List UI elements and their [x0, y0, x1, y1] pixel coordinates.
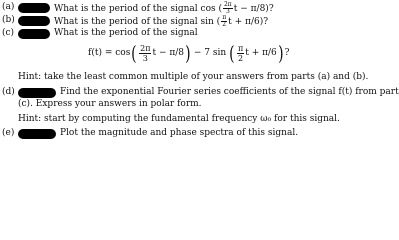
redaction-mark: [18, 88, 56, 98]
eq-term-1: t − π/8: [152, 48, 185, 58]
eq-paren-close: ): [277, 41, 284, 65]
frac-num: π: [237, 43, 244, 53]
item-b-fraction: [221, 15, 227, 28]
redaction-mark: [18, 29, 50, 39]
item-d-continuation: (c). Express your answers in polar form.: [18, 99, 202, 109]
eq-fraction-1: [139, 44, 151, 63]
item-e-label: (e): [2, 128, 15, 138]
item-a-post: t − π/8)?: [233, 4, 274, 14]
eq-paren-close: ): [185, 41, 191, 65]
eq-sine-term: − 7 sin: [193, 48, 227, 58]
eq-paren-open: (: [131, 41, 137, 65]
eq-end: ?: [284, 48, 290, 58]
frac-den: 2: [222, 21, 227, 28]
item-a-text: [54, 2, 274, 15]
item-b-post: t + π/6)?: [228, 17, 269, 27]
eq-lhs: f(t) = cos: [88, 48, 131, 58]
signal-equation: [88, 40, 289, 66]
item-a-pre: What is the period of the signal cos (: [54, 4, 222, 14]
item-d-text: Find the exponential Fourier series coefficients of the signal f(t) from part: [60, 87, 399, 97]
frac-num: 2π: [223, 1, 232, 8]
redaction-mark: [18, 129, 56, 139]
frac-den: 2: [238, 53, 244, 63]
item-a-label: (a): [2, 2, 15, 12]
frac-num: π: [222, 14, 227, 21]
item-b-pre: What is the period of the signal sin (: [54, 17, 221, 27]
item-c-text: What is the period of the signal: [54, 28, 198, 38]
eq-term-2: t + π/6: [245, 48, 277, 58]
frac-num: 2π: [140, 43, 151, 53]
frac-den: 3: [142, 53, 148, 63]
hint-fundamental-frequency: Hint: start by computing the fundamental frequency ω₀ for this signal.: [18, 114, 340, 124]
frac-den: 3: [225, 8, 230, 15]
eq-fraction-2: [237, 44, 244, 63]
eq-paren-open: (: [229, 41, 235, 65]
item-e-text: Plot the magnitude and phase spectra of this signal.: [60, 128, 299, 138]
item-b-label: (b): [2, 15, 15, 25]
item-c-label: (c): [2, 28, 15, 38]
redaction-mark: [18, 3, 50, 13]
redaction-mark: [18, 16, 50, 26]
item-b-text: [54, 15, 268, 28]
item-d-label: (d): [2, 87, 15, 97]
hint-lcm: Hint: take the least common multiple of your answers from parts (a) and (b).: [18, 72, 369, 82]
